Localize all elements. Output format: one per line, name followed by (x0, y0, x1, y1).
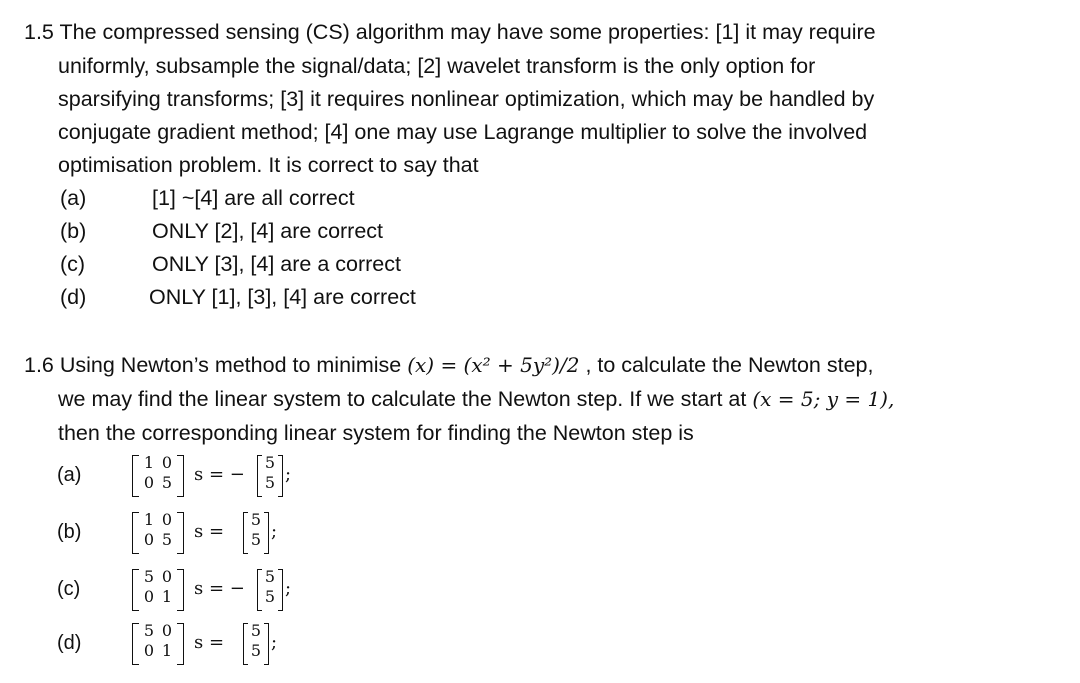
q15-line-2: uniformly, subsample the signal/data; [2] wavelet transform is the only option for (58, 54, 816, 78)
q16-line-3: then the corresponding linear system for finding the Newton step is (58, 421, 694, 445)
vector-entry: 5 (264, 567, 276, 586)
matrix-entry: 0 (143, 530, 155, 549)
q15-option-a-text: [1] ~[4] are all correct (152, 186, 355, 210)
matrix-entry: 0 (143, 587, 155, 606)
semicolon: ; (285, 464, 292, 485)
gradient-vector (243, 619, 269, 669)
vector-entry: 5 (264, 453, 276, 472)
hessian-matrix (132, 508, 184, 558)
q16-option-label: (c) (57, 578, 81, 600)
q15-option-d-text: ONLY [1], [3], [4] are correct (149, 285, 416, 309)
left-bracket (132, 569, 139, 611)
right-bracket (177, 569, 184, 611)
matrix-entry: 1 (161, 641, 173, 660)
q16-line-2 (58, 386, 894, 412)
hessian-matrix (132, 619, 184, 669)
q15-line-3: sparsifying transforms; [3] it requires nonlinear optimization, which may be handled by (58, 87, 875, 111)
vector-entry: 5 (250, 510, 262, 529)
left-bracket (243, 623, 248, 665)
q16-option-label: (b) (57, 521, 82, 543)
q16-start-point: (x = 5; y = 1), (752, 387, 895, 411)
matrix-entry: 1 (143, 453, 155, 472)
q15-line-5: optimisation problem. It is correct to say that (58, 153, 479, 177)
q16-line1-post: , to calculate the Newton step, (585, 353, 874, 377)
left-bracket (132, 455, 139, 497)
right-bracket (278, 455, 283, 497)
right-bracket (278, 569, 283, 611)
q16-line2-pre: we may find the linear system to calculate the Newton step. If we start at (58, 387, 747, 411)
q15-option-a-label: (a) (60, 186, 87, 210)
equation-sign: s = − (194, 464, 245, 485)
semicolon: ; (271, 521, 278, 542)
equation-sign: s = (194, 632, 225, 653)
left-bracket (257, 569, 262, 611)
matrix-entry: 5 (161, 473, 173, 492)
matrix-entry: 0 (161, 510, 173, 529)
matrix-entry: 1 (161, 587, 173, 606)
matrix-entry: 0 (143, 641, 155, 660)
left-bracket (132, 512, 139, 554)
matrix-entry: 5 (161, 530, 173, 549)
gradient-vector (243, 508, 269, 558)
vector-entry: 5 (264, 587, 276, 606)
matrix-entry: 0 (161, 453, 173, 472)
equation-sign: s = (194, 521, 225, 542)
vector-entry: 5 (250, 530, 262, 549)
q15-option-b-label: (b) (60, 219, 87, 243)
left-bracket (132, 623, 139, 665)
q15-option-d-label: (d) (60, 285, 87, 309)
vector-entry: 5 (250, 621, 262, 640)
matrix-entry: 0 (161, 621, 173, 640)
q16-option-label: (d) (57, 632, 82, 654)
q15-option-c-text: ONLY [3], [4] are a correct (152, 252, 401, 276)
equation-sign: s = − (194, 578, 245, 599)
q15-line-1: 1.5 The compressed sensing (CS) algorithm may have some properties: [1] it may require (24, 20, 876, 44)
gradient-vector (257, 451, 283, 501)
q16-objective-function: (x) = (x² + 5y²)/2 (407, 353, 580, 377)
matrix-entry: 0 (143, 473, 155, 492)
hessian-matrix (132, 451, 184, 501)
right-bracket (177, 623, 184, 665)
q15-option-b-text: ONLY [2], [4] are correct (152, 219, 384, 243)
matrix-entry: 5 (143, 621, 155, 640)
vector-entry: 5 (250, 641, 262, 660)
q16-line1-pre: 1.6 Using Newton’s method to minimise (24, 353, 402, 377)
left-bracket (257, 455, 262, 497)
semicolon: ; (285, 578, 292, 599)
semicolon: ; (271, 632, 278, 653)
right-bracket (264, 512, 269, 554)
q15-line-4: conjugate gradient method; [4] one may use Lagrange multiplier to solve the involved (58, 120, 868, 144)
q16-option-label: (a) (57, 464, 82, 486)
right-bracket (177, 512, 184, 554)
matrix-entry: 0 (161, 567, 173, 586)
right-bracket (264, 623, 269, 665)
hessian-matrix (132, 565, 184, 615)
right-bracket (177, 455, 184, 497)
vector-entry: 5 (264, 473, 276, 492)
left-bracket (243, 512, 248, 554)
matrix-entry: 1 (143, 510, 155, 529)
q15-option-c-label: (c) (60, 252, 86, 276)
gradient-vector (257, 565, 283, 615)
q16-line-1 (24, 352, 873, 378)
matrix-entry: 5 (143, 567, 155, 586)
